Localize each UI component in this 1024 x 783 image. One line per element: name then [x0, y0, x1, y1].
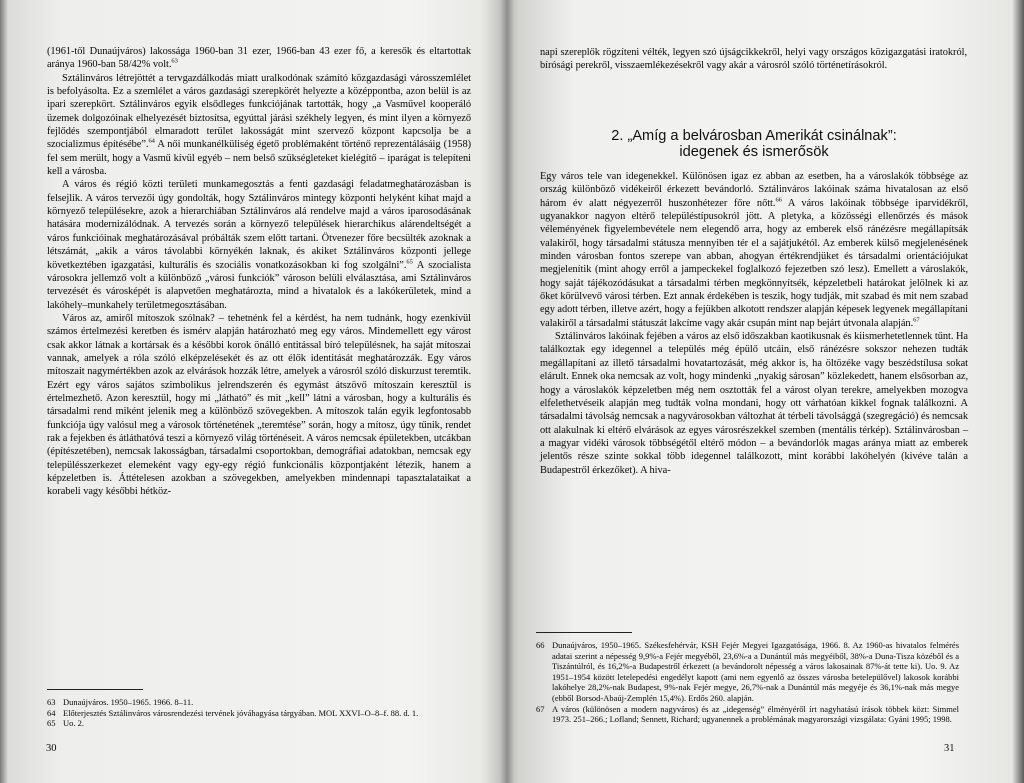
footnote: 64 Előterjesztés Sztálinváros városrendezési tervének jóváhagyása tárgyában. MOL XXVI–O–8–f. 88. d. 1. — [47, 707, 419, 718]
footnote: 67 A város (különösen a modern nagyváros) és az „idegenség” élményéről írt nagyhatású írások többek közt: Simmel 1973. 251–266.; Lofland; Sennett, Richard; ugyanennek a problémának magyarországi vizsgálata: Gyáni 1995; 1998. — [536, 703, 959, 725]
footnote-rule — [47, 689, 143, 690]
footnote: 63 Dunaújváros. 1950–1965. 1966. 8–11. — [47, 697, 194, 707]
footnote-ref: 64 — [148, 137, 155, 145]
paragraph: Egy város tele van idegenekkel. Különösen igaz ez abban az esetben, ha a városlakók többsége az ország különböző vidékeiről érkezett bevándorló. Sztálinváros lakóinak száma hivatalosan az első három év alatt négyezerről huszonhétezer főre nőtt.$^{66}$ A város lakóinak többsége iparvidékről, ugyanakkor nagyon eltérő településtípusokról jött. A pletyka, a közösségi ellenőrzés és mások véleményének figyelembevétele nem elegendő arra, hogy az emberek első ránézésre megállapítsák valakiről, hogy társadalmi státusza mennyiben tér el a sajátjukétól. Az emberek külső megjelenésének minden városban fontos szerepe van abban, ahogyan értékrendjüket és társadalmi orientációjukat megjelenítik (mint ahogy erről a jampeckekel foglalkozó fejezetben szó lesz). Emellett a városlakók, hogy saját tájékozódásukat a társadalmi térben megkönnyítsék, képzeletbeli határokat jelölnek ki az őket körülvevő városi térben. Ezt annak érdekében is teszik, hogy tudják, mit szabad és mit nem szabad egy adott térben, illetve azért, hogy a fejükben alkotott rendszer alapján képesek legyenek megállapítani valakiről a társadalmi státuszát lakcíme vagy akár csupán mint nap bejárt útvonala alapján.$^{67}$ — [540, 171, 968, 329]
right-footnotes — [536, 640, 959, 725]
page-number-left: 30 — [46, 743, 57, 754]
paragraph: Város az, amiről mítoszok szólnak? – tehetnénk fel a kérdést, ha nem tudnánk, hogy ezenkívül számos értelmezési keretben és ismérv alapján határozható meg egy város. Mindemellett egy várost csak akkor látnak a kortársak és a későbbi korok önálló entitással bíró településnek, ha saját mítoszai vannak, amelyek a róla szóló elképzelésekét és az ott élők identitását meghatározzák. Egy város mítoszait nagymértékben azok az elvárások hozzák létre, amelyek a városról szóló diskurzust teremtik. Ezért egy város sajátos szimbolikus jelrendszerén és egymást átszövő mítoszain keresztül is értelmezhető. Azon keresztül, hogy mi „látható” és mit „kell” látni a városban, hogy a kulturális és társadalmi rend miként jelenik meg a különböző szövegekben. A mítoszok talán egyik legfontosabb funkciója úgy valósul meg a városok történetének „teremtése” során, hogy a mítosz, úgy tűnik, rendet rak a fejekben és átláthatóvá teszi a környező világ történéseit. A város nemcsak épületekben, utcákban (építészetében), nemcsak lakosságban, társadalmi csoportokban, demográfiai adatokban, nemcsak egy településszerkezet elemeként vagy egy-egy régió funkcionális központjaként létezik, hanem a képzeletben is. Áttételesen azokban a szövegekben, amelyekben mindennapi tapasztalataikat a korabeli vagy későbbi hétköz- — [47, 312, 471, 498]
paragraph: Sztálinváros lakóinak fejében a város az első időszakban kaotikusnak és kiismerhetetlennek tűnt. Ha találkoztak egy idegennel a település még épülő utcáin, első ránézésre sokszor nehezen tudták megállapítani az illető társadalmi hovatartozását, még akkor is, ha öltözéke vagy beszédstílusa sokat elárult. Ennek oka nemcsak az volt, hogy mindenki „nyakig sárosan” közlekedett, hanem elsősorban az, hogy a városlakók képzeletben még nem osztották fel a várost olyan terekre, amelyekben mozogva elfelethetvéseik alapján meg tudták volna mondani, hogy ott várhatóan kikkel fognak találkozni. A társadalmi távolság nemcsak a nagyvárosokban változhat át térbeli távolsággá (szegregáció) és nemcsak ott alakulnak ki eltérő elvárások az egyes városrészekkel szemben (mentális térkép). Sztálinvárosban – a magyar vidéki városok többségétől eltérő módon – a bevándorlók magas aránya miatt az emberek jelentős része szinte sokkal több idegennel találkozott, mint korábbi lakóhelyén (kivéve talán a Budapestről érkezőket). A hiva- — [540, 331, 969, 476]
right-body-text — [540, 170, 968, 477]
right-top-text — [540, 46, 967, 73]
scan-edge-right — [1012, 0, 1024, 783]
left-body-text — [47, 45, 471, 499]
footnote-ref: 65 — [406, 258, 413, 266]
footnote: 65 Uo. 2. — [47, 718, 85, 729]
paragraph: (1961-től Dunaújváros) lakossága 1960-ban 31 ezer, 1966-ban 43 ezer fő, a keresők és eltartottak aránya 1960-ban 58/42% volt.$^{63}$ — [47, 46, 471, 71]
page-number-right: 31 — [944, 743, 955, 754]
left-page — [0, 0, 505, 783]
footnote-ref: 66 — [775, 196, 782, 204]
footnote-rule — [536, 632, 632, 633]
left-footnotes — [47, 697, 473, 729]
paragraph: A város és régió közti területi munkamegosztás a fenti gazdasági feladatmeghatározásban is felsejlik. A város tervezői úgy gondolták, hogy Sztálinváros mintegy központi helyként kihat majd a környező településekre, azok a hierarchiában Sztálinváros alá rendelve majd a város iparosodásának hatására modernizálódnak. A tervezés során a környező települések hierarchikus alárendeltségét a város funkcióinak meghatározásával próbálták szem előtt tartani. Ötvenezer főre becsülték azoknak a létszámát, „akik a város távolabbi környékén laknak, és akiket Sztálinváros központi jellege következtében igazgatási, kulturális és szociális vonatkozásokban ki fog szolgálni”.$^{65}$ A szocialista városokra jellemző volt a különböző „városi funkciók” városon belüli elválasztása, ami Sztálinváros tervezését és városképét is alapvetően meghatározta, mind a hivatalok és a lakókerületek, mind a lakóhely–munkahely területmegosztásában. — [47, 179, 471, 311]
paragraph: Sztálinváros létrejöttét a tervgazdálkodás miatt uralkodónak számító közgazdasági városszemlélet is befolyásolta. Ez a szemlélet a város gazdasági szerepkörét helyezte a középpontba, azon belül is az ipari szerepkört. Sztálinváros egyik elsődleges funkciójának tartották, hogy „a Vasművel kooperáló üzemek dolgozóinak elhelyezését biztosítsa, egyúttal járási székhely legyen, és mint ilyen a környező fejlődés szempontjából elmaradott terület lakosságát mint szervező központ kapcsolja be a szocializmus építésébe”.$^{64}$ A női munkanélküliség égető problémaként történő reprezentálásáig (1958) fel sem merült, hogy a Vasmű kívül egyéb – nem belső szükségleteket kielégítő – iparágat is telepíteni kell a városba. — [47, 72, 471, 178]
chapter-title: 2. „Amíg a belvárosban Amerikát csinálnak”: idegenek és ismerősök — [611, 128, 897, 160]
paragraph: napi szereplők rögzíteni vélték, legyen szó újságcikkekről, helyi vagy országos közigazgatási iratokról, bírósági perekről, visszaemlékezésekről vagy akár a városról szóló történetírásokról. — [540, 47, 967, 72]
footnote: 66 Dunaújváros, 1950–1965. Székesfehérvár, KSH Fejér Megyei Igazgatósága, 1966. 8. Az 1960-as hivatalos felmérés adatai szerint a népesség 9,9%-a Fejér megyéből, 23,6%-a a Dunántúl más megyéiből, 38%-a Duna-Tisza közéből és a Tiszántúlról, és 16,2%-a Budapestről érkezett (a bevándorolt népesség a város lakosainak 87%-át tette ki). Uo. 9. Az 1951–1954 között letelepedési engedélyt kapott (ami nem egyenlő az összes városba betelepülővel) lakosok korábbi lakóhelye 28,2%-nak Budapest, 9%-nak Fejér megye, 26,7%-nak a Dunántúl más megyéje és 36,1%-nak más megye (ebből Borsod-Abaúj-Zemplén 15,4%). Erdős 260. alapján. — [536, 640, 959, 703]
footnote-ref: 63 — [171, 57, 178, 65]
footnote-ref: 67 — [913, 316, 920, 324]
